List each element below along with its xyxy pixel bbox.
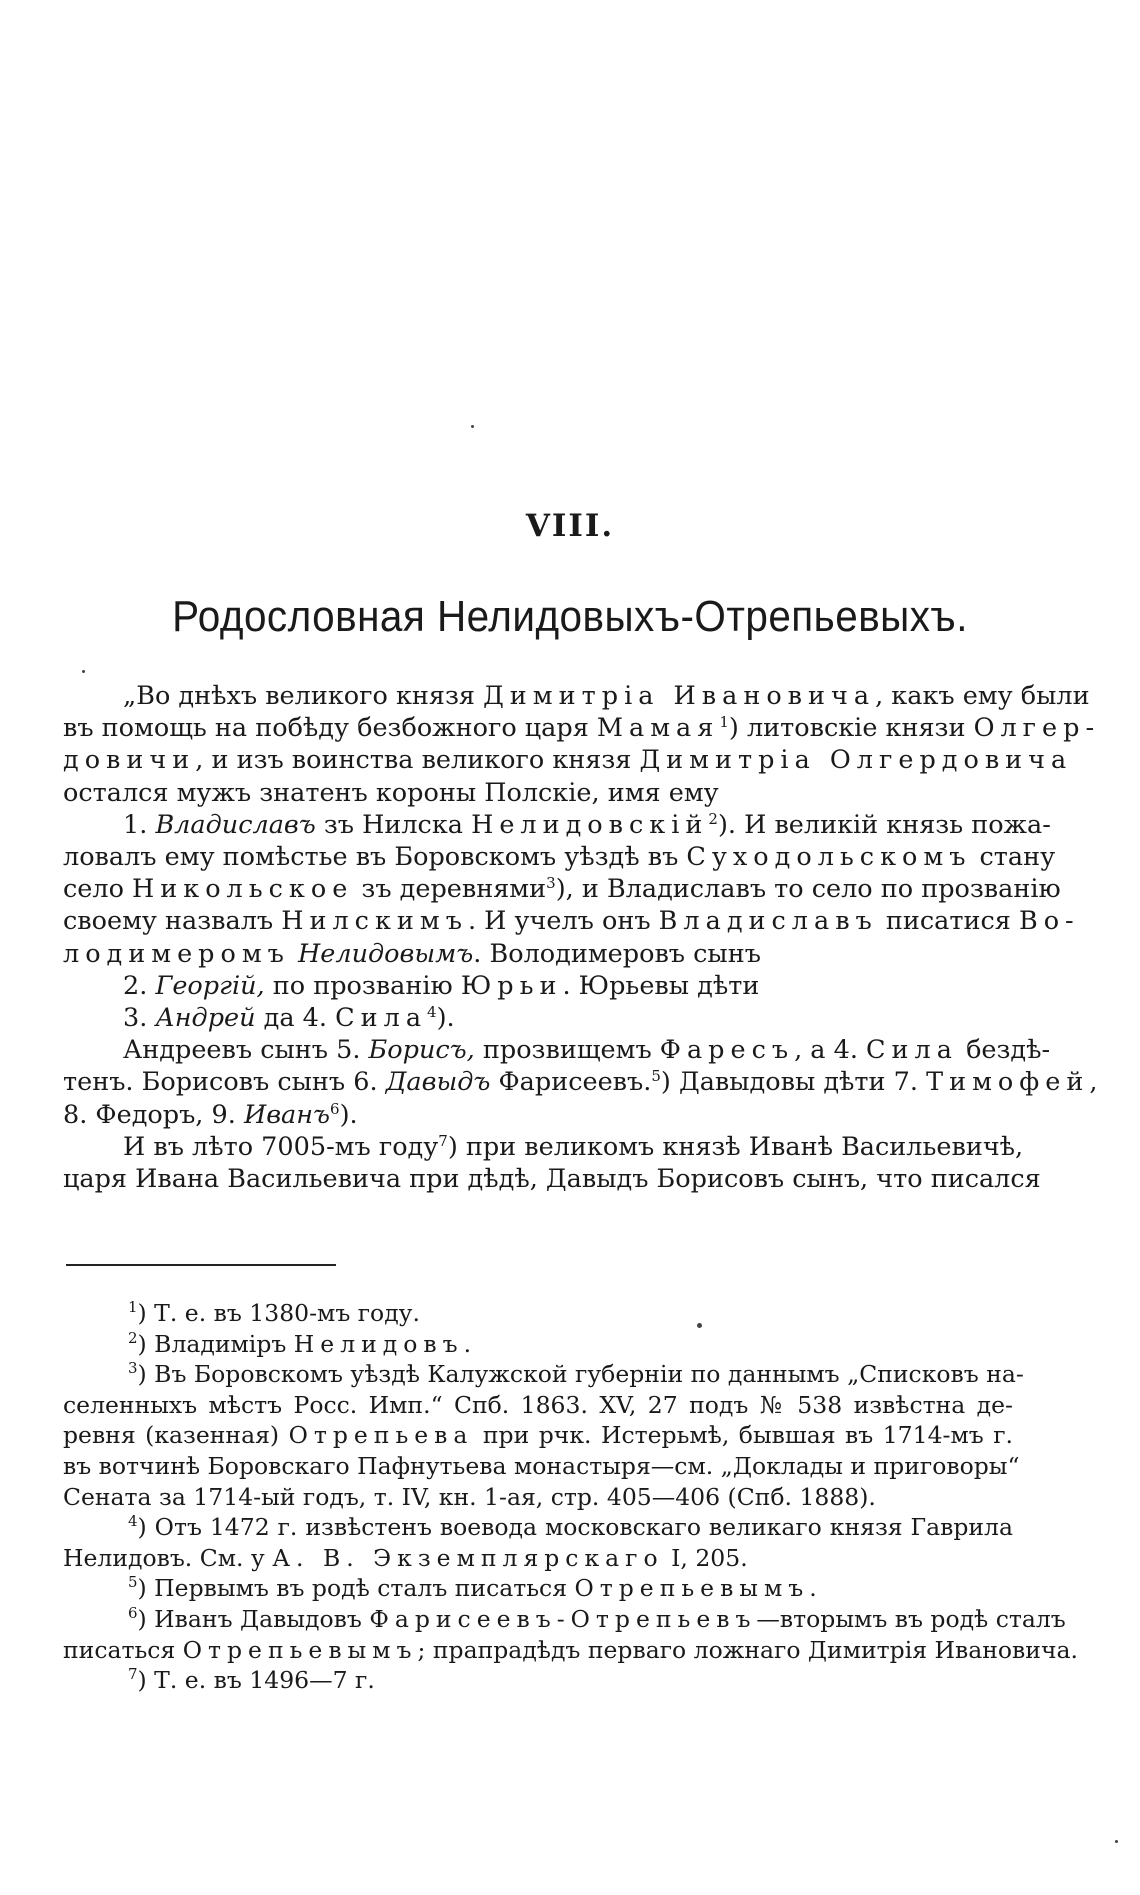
footnote-6-line: писаться Отрепьевымъ; прапрадѣдъ перваго ложнаго Димитрія Ивановича. — [63, 1635, 1078, 1664]
main-text — [63, 680, 1104, 1195]
text-line: тенъ. Борисовъ сынъ 6. Давыдъ Фарисеевъ.$^5$) Давыдовы дѣти 7. Тимофей, — [63, 1067, 1104, 1098]
text-line: село Никольское зъ деревнями$^3$), и Владиславъ то село по прозванію — [63, 874, 1061, 905]
text-line: остался мужъ знатенъ короны Полскіе, имя ему — [63, 777, 719, 808]
chapter-number: VIII. — [525, 508, 615, 544]
footnote-ref: 4 — [427, 1003, 437, 1022]
footnote-3-line: селенныхъ мѣстъ Росс. Имп.“ Спб. 1863. XV, 27 подъ № 538 извѣстна де- — [63, 1390, 1013, 1419]
footnote-5: $^5$) Первымъ въ родѣ сталъ писаться Отрепьевымъ. — [128, 1573, 823, 1603]
footnote-ref: 3 — [546, 874, 556, 893]
footnote-2: $^2$) Владиміръ Нелидовъ. — [128, 1328, 478, 1358]
footnote-divider — [66, 1264, 336, 1266]
footnote-3-line: въ вотчинѣ Боровскаго Пафнутьева монастыря—см. „Доклады и приговоры“ — [63, 1451, 1020, 1480]
footnote-7: $^7$) Т. е. въ 1496—7 г. — [128, 1665, 375, 1695]
text-line: царя Ивана Васильевича при дѣдѣ, Давыдъ Борисовъ сынъ, что писался — [63, 1164, 1041, 1195]
footnote-ref: 5 — [651, 1067, 661, 1086]
scan-speck — [82, 670, 85, 673]
footnote-ref: 1 — [719, 713, 729, 732]
footnote-ref: 2 — [708, 809, 718, 828]
text-line: 8. Федоръ, 9. Иванъ$^6$). — [63, 1099, 358, 1130]
footnote-4-line: Нелидовъ. См. у А. В. Экземплярскаго I, 205. — [63, 1543, 748, 1572]
footnote-3-line: Сената за 1714-ый годъ, т. IV, кн. 1-ая, стр. 405—406 (Спб. 1888). — [63, 1482, 876, 1511]
text-line: ловалъ ему помѣстье въ Боровскомъ уѣздѣ въ Суходольскомъ стану — [63, 842, 1056, 873]
text-line: 1. Владиславъ зъ Нилска Нелидовскій$^2$). И великій князь пожа- — [123, 809, 1051, 840]
text-line: довичи, и изъ воинства великого князя Димитріа Олгердовича — [63, 745, 1073, 776]
footnote-1: $^1$) Т. е. въ 1380-мъ году. — [128, 1298, 420, 1327]
footnote-ref: 6 — [330, 1099, 340, 1118]
text-line: своему назвалъ Нилскимъ. И учелъ онъ Владиславъ писатися Во- — [63, 906, 1080, 937]
footnote-3-line: ревня (казенная) Отрепьева при рчк. Истерьмѣ, бывшая въ 1714-мъ г. — [63, 1421, 1013, 1450]
chapter-title: Родословная Нелидовыхъ-Отрепьевыхъ. — [172, 592, 968, 641]
text-line: 2. Георгій, по прозванію Юрьи. Юрьевы дѣти — [123, 970, 760, 1001]
text-line: Андреевъ сынъ 5. Борисъ, прозвищемъ Фаресъ, а 4. Сила бездѣ- — [123, 1035, 1051, 1066]
scan-speck — [1115, 1840, 1118, 1843]
footnote-4: $^4$) Отъ 1472 г. извѣстенъ воевода московскаго великаго князя Гаврила — [128, 1512, 1013, 1542]
text-line: 3. Андрей да 4. Сила$^4$). — [123, 1003, 455, 1034]
footnote-3: $^3$) Въ Боровскомъ уѣздѣ Калужской губерніи по даннымъ „Списковъ на- — [128, 1359, 1024, 1389]
footnotes — [63, 1298, 1078, 1696]
scan-speck — [697, 1323, 702, 1328]
footnote-ref: 7 — [438, 1131, 448, 1150]
text-line: „Во днѣхъ великого князя Димитріа Ивановича, какъ ему были — [123, 681, 1090, 711]
text-line: И въ лѣто 7005-мъ году$^7$) при великомъ князѣ Иванѣ Васильевичѣ, — [123, 1131, 1024, 1162]
text-line: лодимеромъ Нелидовымъ. Володимеровъ сынъ — [63, 938, 761, 969]
scan-speck — [471, 425, 474, 428]
text-line: въ помощь на побѣду безбожного царя Мамая$^1$) литовскіе князи Олгер- — [63, 713, 1101, 744]
footnote-6: $^6$) Иванъ Давыдовъ Фарисеевъ-Отрепьевъ—вторымъ въ родѣ сталъ — [128, 1603, 1066, 1633]
